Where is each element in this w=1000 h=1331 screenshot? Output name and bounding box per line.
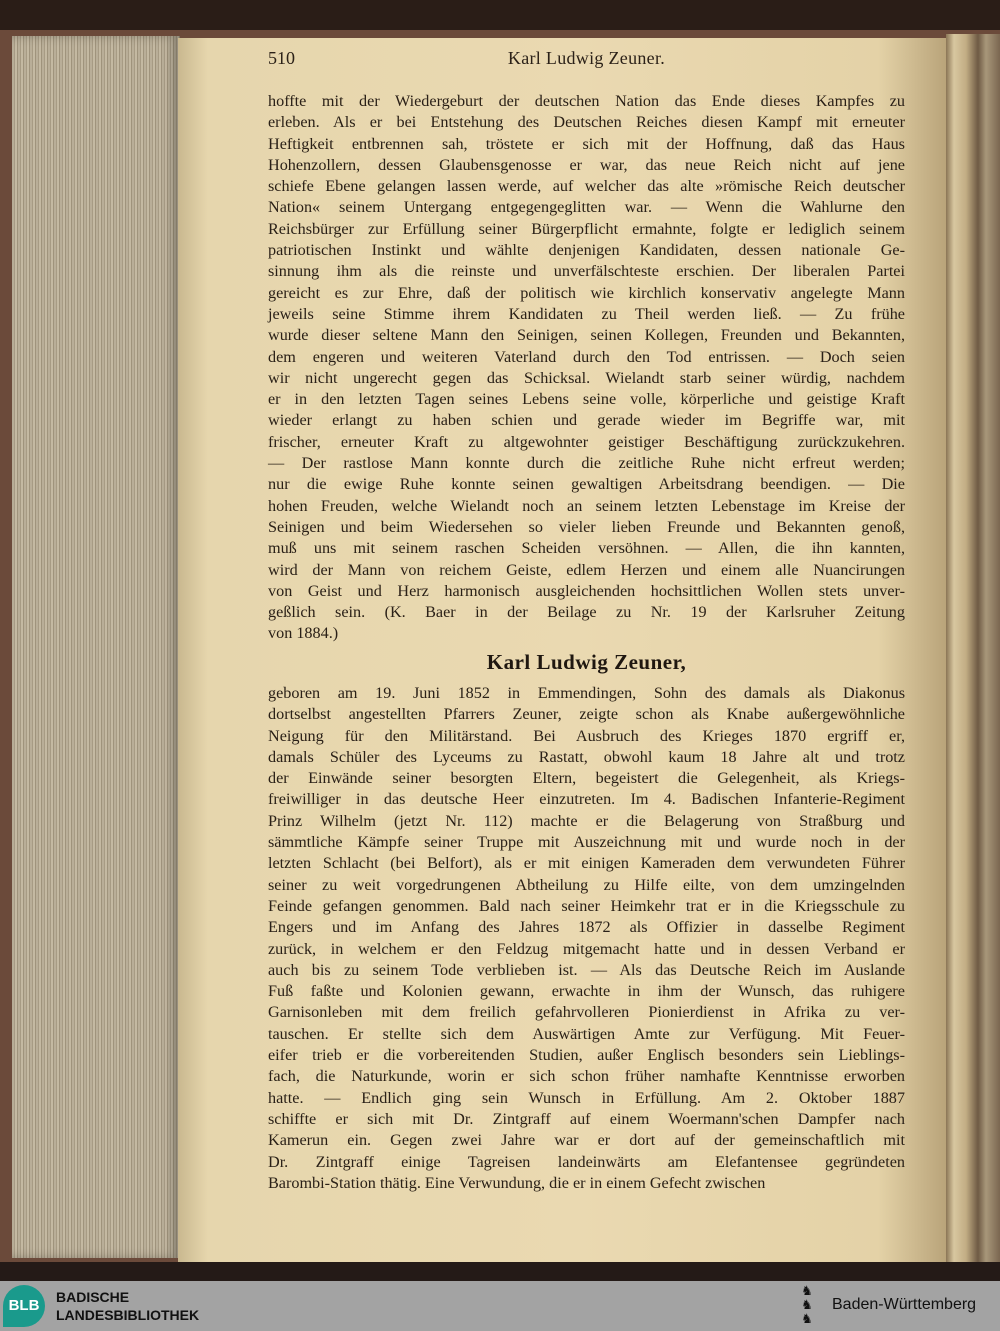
page-number: 510 xyxy=(268,48,295,68)
running-head: Karl Ludwig Zeuner. xyxy=(507,48,666,68)
text-line: wurde dieser seltene Mann den Seinigen, seinen Kollegen, Freunden und Bekannten, xyxy=(268,326,905,345)
text-line: hohen Freuden, welche Wielandt noch an seinem letzten Lebenstage im Kreise der xyxy=(268,496,905,515)
text-line: wird der Mann von reichem Geiste, edlem Herzen und einem alle Nuancirungen xyxy=(268,560,905,579)
text-line: Engers und im Anfang des Jahres 1872 als Offizier in dasselbe Regiment xyxy=(268,918,905,937)
book-gutter xyxy=(946,34,1000,1264)
text-line: Barombi-Station thätig. Eine Verwundung, die er in einem Gefecht zwischen xyxy=(268,1173,766,1192)
paragraph-zeuner-biography xyxy=(268,683,905,1194)
text-line: gereicht es zur Ehre, daß der politisch wie kirchlich konservativ angelegte Mann xyxy=(268,283,905,302)
text-line: Dr. Zintgraff einige Tagreisen landeinwärts am Elefantensee gegründeten xyxy=(268,1152,905,1171)
text-line: dem engeren und weiteren Vaterland durch den Tod entrissen. — Doch seien xyxy=(268,347,905,366)
text-line: muß uns mit seinem raschen Scheiden versöhnen. — Allen, die ihn kannten, xyxy=(268,539,905,558)
blb-name-line1: BADISCHE xyxy=(56,1289,130,1305)
text-line: Seinigen und beim Wiedersehen so vieler lieben Freunde und Bekannten genoß, xyxy=(268,517,905,536)
text-line: eifer trieb er die vorbereitenden Studien, außer Englisch besonders sein Lieblings- xyxy=(268,1046,905,1065)
text-line: nur die ewige Ruhe konnte seinen gewaltigen Arbeitsdrang beendigen. — Die xyxy=(268,475,905,494)
text-line: Heftigkeit entbrennen sah, tröstete er sich mit der Hoffnung, daß das Haus xyxy=(268,134,905,153)
blb-name[interactable] xyxy=(56,1288,199,1324)
text-line: Kamerun ein. Gegen zwei Jahre war er dort auf der gemeinschaftlich mit xyxy=(268,1131,905,1150)
text-line: auch bis zu seinem Tode verblieben ist. — Als das Deutsche Reich im Auslande xyxy=(268,960,905,979)
text-line: Neigung für den Militärstand. Bei Ausbruch des Krieges 1870 ergriff er, xyxy=(268,726,905,745)
text-line: Prinz Wilhelm (jetzt Nr. 112) machte er die Belagerung von Straßburg und xyxy=(268,811,905,830)
text-line: fach, die Naturkunde, worin er sich schon früher namhafte Kenntnisse erworben xyxy=(268,1067,905,1086)
scan-border xyxy=(0,1262,1000,1281)
text-line: letzten Schlacht (bei Belfort), als er mit einigen Kameraden dem verwundeten Führer xyxy=(268,854,905,873)
text-line: Reichsbürger zur Erfüllung seiner Bürgerpflicht ermahnte, folgte er lediglich seinem xyxy=(268,219,905,238)
blb-name-line2: LANDESBIBLIOTHEK xyxy=(56,1307,200,1323)
text-line: schiefe Ebene gelangen lassen werde, auf welcher das alte »römische Reich deutscher xyxy=(268,177,905,196)
text-line: patriotischen Instinkt und wählte denjenigen Kandidaten, dessen nationale Ge- xyxy=(268,241,905,260)
text-line: schiffte er sich mit Dr. Zintgraff auf einem Woermann'schen Dampfer nach xyxy=(268,1109,905,1128)
text-line: Nation« seinem Untergang entgegengeglitten war. — Wenn die Wahlurne den xyxy=(268,198,905,217)
text-line: dortselbst angestellten Pfarrers Zeuner, zeigte schon als Knabe außergewöhnliche xyxy=(268,705,905,724)
blb-logo-icon[interactable]: BLB xyxy=(3,1285,45,1327)
text-line: geßlich sein. (K. Baer in der Beilage zu Nr. 19 der Karlsruher Zeitung xyxy=(268,603,905,622)
text-line: der Einwände seiner besorgten Eltern, begeistert die Gelegenheit, als Kriegs- xyxy=(268,769,905,788)
text-line: zurück, in welchem er den Feldzug mitgemacht hatte und in dessen Verband er xyxy=(268,939,905,958)
text-line: Fuß faßte und Kolonien gewann, erwachte in ihm der Wunsch, das ruhigere xyxy=(268,982,905,1001)
text-line: sämmtliche Kämpfe seiner Truppe mit Auszeichnung mit und wurde noch in der xyxy=(268,833,905,852)
page-edges xyxy=(12,36,180,1258)
text-line: hoffte mit der Wiedergeburt der deutschen Nation das Ende dieses Kampfes zu xyxy=(268,92,905,110)
text-line: frischer, erneuter Kraft zu altgewohnter geistiger Beschäftigung zurückzukehren. xyxy=(268,432,905,451)
text-line: damals Schüler des Lyceums zu Rastatt, obwohl kaum 18 Jahre alt und trotz xyxy=(268,747,905,766)
baden-wuerttemberg-name[interactable]: Baden-Württemberg xyxy=(832,1296,977,1313)
text-line: jeweils seine Stimme ihrem Kandidaten zu Theil werden ließ. — Zu frühe xyxy=(268,304,905,323)
text-line: sinnung ihm als die reinste und unverfälschteste erschien. Der liberalen Partei xyxy=(268,262,905,281)
lions-coat-of-arms-icon: ♞ ♞ ♞ xyxy=(801,1283,813,1326)
text-line: er in den letzten Tagen seines Lebens seine volle, körperliche und geistige Kraft xyxy=(268,390,905,409)
text-line: erleben. Als er bei Entstehung des Deutschen Reiches diesen Kampf mit erneuter xyxy=(268,113,905,132)
text-line: Hohenzollern, dessen Glaubensgenosse er war, das neue Reich nicht auf jene xyxy=(268,155,905,174)
text-line: von Geist und Herz harmonisch ausgleichenden hochsittlichen Wollen stets unver- xyxy=(268,581,905,600)
text-line: seiner zu weit vorgedrungenen Abtheilung zu Hilfe eilte, von dem umzingelnden xyxy=(268,875,905,894)
text-line: freiwilliger in das deutsche Heer einzutreten. Im 4. Badischen Infanterie-Regiment xyxy=(268,790,905,809)
paragraph-wielandt-obituary xyxy=(268,91,905,645)
text-line: Feinde gefangen genommen. Bald nach seiner Heimkehr trat er in die Kriegsschule zu xyxy=(268,896,905,915)
text-line: wir nicht ungerecht gegen das Schicksal. Wielandt starb seiner würdig, nachdem xyxy=(268,368,905,387)
text-line: — Der rastlose Mann konnte durch die zeitliche Ruhe nicht erfreut werden; xyxy=(268,454,905,473)
text-line: geboren am 19. Juni 1852 in Emmendingen, Sohn des damals als Diakonus xyxy=(268,684,905,702)
footer-bar xyxy=(0,1281,1000,1331)
page-header xyxy=(268,48,905,70)
text-line: hatte. — Endlich ging sein Wunsch in Erfüllung. Am 2. Oktober 1887 xyxy=(268,1088,905,1107)
text-line: wieder erlangt zu haben schien und gerade wieder im Begriffe war, mit xyxy=(268,411,905,430)
section-title: Karl Ludwig Zeuner, xyxy=(486,650,687,674)
text-line: tauschen. Er stellte sich dem Auswärtigen Amte zur Verfügung. Mit Feuer- xyxy=(268,1024,905,1043)
text-line: von 1884.) xyxy=(268,624,339,643)
text-line: Garnisonleben mit dem freilich gefahrvolleren Pionierdienst in Afrika zu ver- xyxy=(268,1003,905,1022)
